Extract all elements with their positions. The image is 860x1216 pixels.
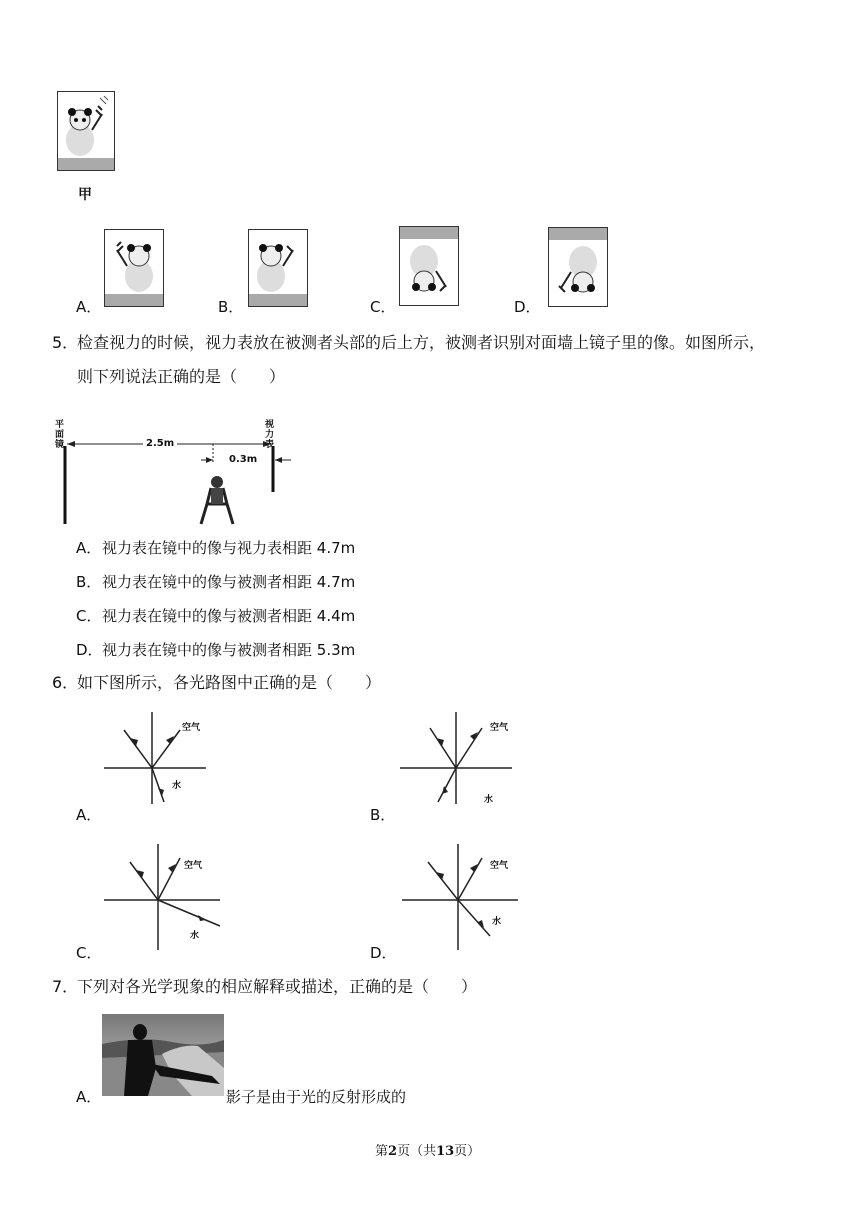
q5-option-d-text[interactable]: 视力表在镜中的像与被测者相距 5.3m [102,641,356,659]
footer-prefix: 第 [375,1144,389,1159]
q6-option-a-letter[interactable]: A． [76,806,102,824]
q7-number: 7． [52,977,79,996]
q6-option-b-letter[interactable]: B． [370,806,396,824]
q6-option-c-letter[interactable]: C． [76,944,102,962]
q6-option-d-letter[interactable]: D． [370,944,397,962]
q5-option-d-letter[interactable]: D． [76,641,103,659]
q4-option-d-image[interactable] [548,227,608,307]
chart-label: 视力表 [265,420,275,450]
q6-diagram-b[interactable] [396,708,516,808]
air-label-c: 空气 [184,861,203,871]
air-label-d: 空气 [490,861,509,871]
original-label: 甲 [78,187,92,203]
panda-original-image [57,91,115,171]
q5-stem-line1: 检查视力的时候，视力表放在被测者头部的后上方，被测者识别对面墙上镜子里的像。如图所示， [77,333,766,352]
shadow-photo[interactable] [102,1014,224,1096]
q4-option-d-letter[interactable]: D． [514,298,541,316]
water-label-d: 水 [492,917,502,927]
q7-stem: 下列对各光学现象的相应解释或描述，正确的是（ ） [77,977,478,996]
q5-figure [55,420,305,530]
footer-middle: 页（共 [397,1144,437,1159]
air-label-b: 空气 [490,723,509,733]
q5-stem-line2: 则下列说法正确的是（ ） [77,367,286,386]
distance-small-label: 0.3m [229,454,258,465]
q7-option-a-text[interactable]: 影子是由于光的反射形成的 [226,1088,407,1106]
footer-suffix: 页） [454,1144,481,1159]
q5-option-b-text[interactable]: 视力表在镜中的像与被测者相距 4.7m [102,573,356,591]
q7-option-a-letter[interactable]: A． [76,1088,102,1106]
page-footer [375,1140,480,1159]
q4-option-a-letter[interactable]: A． [76,298,102,316]
q4-option-c-letter[interactable]: C． [370,298,396,316]
footer-total-pages: 13 [436,1144,455,1159]
footer-page-number: 2 [388,1144,398,1159]
q6-diagram-d[interactable] [398,840,522,952]
q5-option-a-letter[interactable]: A． [76,539,102,557]
q5-option-c-text[interactable]: 视力表在镜中的像与被测者相距 4.4m [102,607,356,625]
q4-option-c-image[interactable] [399,226,459,306]
q4-option-b-image[interactable] [248,229,308,307]
q6-number: 6． [52,673,79,692]
q6-diagram-c[interactable] [100,840,224,952]
q5-option-c-letter[interactable]: C． [76,607,102,625]
q4-option-a-image[interactable] [104,229,164,307]
q4-option-b-letter[interactable]: B． [218,298,244,316]
mirror-label: 平面镜 [55,420,65,450]
q6-diagram-a[interactable] [100,708,210,808]
q5-option-a-text[interactable]: 视力表在镜中的像与视力表相距 4.7m [102,539,356,557]
water-label-a: 水 [172,781,182,791]
q6-stem: 如下图所示，各光路图中正确的是（ ） [77,673,382,692]
water-label-b: 水 [484,795,494,805]
water-label-c: 水 [190,931,200,941]
q5-number: 5． [52,333,79,352]
air-label-a: 空气 [182,723,201,733]
q5-option-b-letter[interactable]: B． [76,573,102,591]
distance-total-label: 2.5m [143,438,177,449]
